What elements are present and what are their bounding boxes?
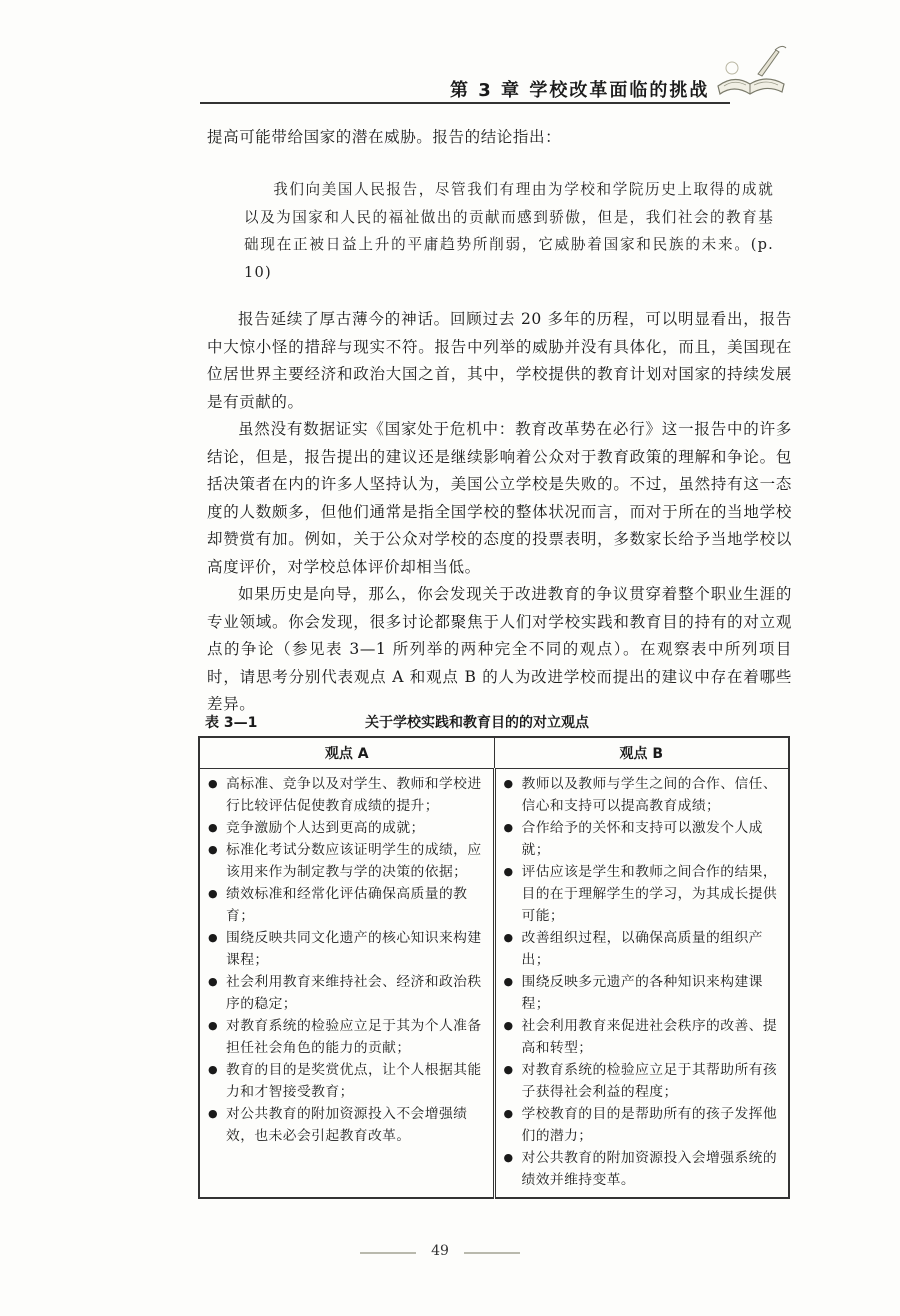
body-text-top (207, 124, 792, 152)
column-a (199, 769, 494, 1199)
chapter-title: 第 3 章 学校改革面临的挑战 (450, 80, 710, 101)
list-item: ● 标准化考试分数应该证明学生的成绩，应该用来作为制定教与学的决策的依据； (206, 839, 487, 883)
opposing-views-table (198, 736, 790, 1199)
block-quote (244, 176, 784, 286)
list-item: ● 社会利用教育来促进社会秩序的改善、提高和转型； (502, 1015, 783, 1059)
column-header-a: 观点 A (199, 737, 494, 769)
list-item: ● 教师以及教师与学生之间的合作、信任、信心和支持可以提高教育成绩； (502, 773, 783, 817)
list-item: ● 教育的目的是奖赏优点，让个人根据其能力和才智接受教育； (206, 1059, 487, 1103)
quote-text: 我们向美国人民报告，尽管我们有理由为学校和学院历史上取得的成就以及为国家和人民的福祉做出的贡献而感到骄傲，但是，我们社会的教育基础现在正被日益上升的平庸趋势所削弱，它威胁着国家和民族的未来。(p. 10) (244, 181, 774, 281)
list-item: ● 改善组织过程，以确保高质量的组织产出； (502, 927, 783, 971)
list-item: ● 学校教育的目的是帮助所有的孩子发挥他们的潜力； (502, 1103, 783, 1147)
list-item: ● 社会利用教育来维持社会、经济和政治秩序的稳定； (206, 971, 487, 1015)
table-number: 表 3—1 (205, 715, 258, 731)
column-b (494, 769, 789, 1199)
list-item: ● 围绕反映多元遗产的各种知识来构建课程； (502, 971, 783, 1015)
list-item: ● 对公共教育的附加资源投入不会增强绩效，也未必会引起教育改革。 (206, 1103, 487, 1147)
list-item: ● 对教育系统的检验应立足于其帮助所有孩子获得社会利益的程度； (502, 1059, 783, 1103)
page-number: 49 (431, 1243, 449, 1259)
footer-ornament-left (360, 1252, 416, 1254)
page-footer (360, 1242, 520, 1262)
paragraph: 虽然没有数据证实《国家处于危机中：教育改革势在必行》这一报告中的许多结论，但是，报告提出的建议还是继续影响着公众对于教育政策的理解和争论。包括决策者在内的许多人坚持认为，美国公立学校是失败的。不过，虽然持有这一态度的人数颇多，但他们通常是指全国学校的整体状况而言，而对于所在的当地学校却赞赏有加。例如，关于公众对学校的态度的投票表明，多数家长给予当地学校以高度评价，对学校总体评价却相当低。 (207, 420, 792, 576)
list-item: ● 对教育系统的检验应立足于其为个人准备担任社会角色的能力的贡献； (206, 1015, 487, 1059)
paragraph: 报告延续了厚古薄今的神话。回顾过去 20 多年的历程，可以明显看出，报告中大惊小怪的措辞与现实不符。报告中列举的威胁并没有具体化，而且，美国现在位居世界主要经济和政治大国之首，其中，学校提供的教育计划对国家的持续发展是有贡献的。 (207, 310, 792, 411)
footer-ornament-right (464, 1252, 520, 1254)
table-title: 关于学校实践和教育目的的对立观点 (365, 715, 589, 731)
list-item: ● 竞争激励个人达到更高的成就； (206, 817, 487, 839)
list-item: ● 绩效标准和经常化评估确保高质量的教育； (206, 883, 487, 927)
body-paragraphs (207, 306, 792, 719)
list-item: ● 对公共教育的附加资源投入会增强系统的绩效并维持变革。 (502, 1147, 783, 1191)
list-item: ● 高标准、竞争以及对学生、教师和学校进行比较评估促使教育成绩的提升； (206, 773, 487, 817)
table-caption (205, 712, 795, 734)
list-item: ● 围绕反映共同文化遗产的核心知识来构建课程； (206, 927, 487, 971)
list-item: ● 合作给予的关怀和支持可以激发个人成就； (502, 817, 783, 861)
intro-line: 提高可能带给国家的潜在威胁。报告的结论指出： (207, 128, 562, 146)
column-header-b: 观点 B (494, 737, 789, 769)
book-icon (712, 44, 790, 104)
list-item: ● 评估应该是学生和教师之间合作的结果，目的在于理解学生的学习，为其成长提供可能； (502, 861, 783, 927)
running-header (200, 62, 780, 106)
header-rule (200, 102, 730, 104)
paragraph: 如果历史是向导，那么，你会发现关于改进教育的争议贯穿着整个职业生涯的专业领域。你会发现，很多讨论都聚焦于人们对学校实践和教育目的持有的对立观点的争论（参见表 3—1 所列举的两种完全不同的观点）。在观察表中所列项目时，请思考分别代表观点 A 和观点 B 的人为改进学校而提出的建议中存在着哪些差异。 (207, 585, 792, 713)
